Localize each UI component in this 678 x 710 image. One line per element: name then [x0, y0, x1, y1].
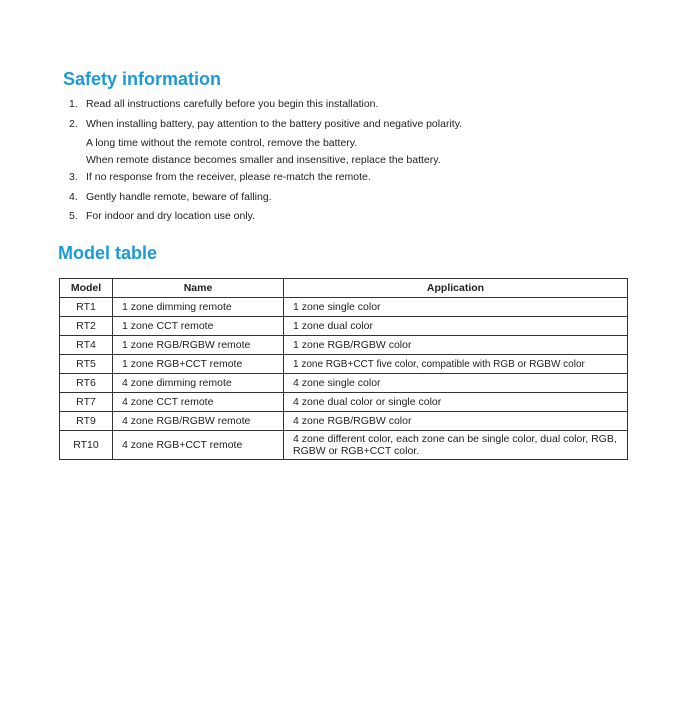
table-row — [60, 317, 628, 336]
list-item-number: 3. — [69, 171, 78, 183]
cell-name: 1 zone RGB+CCT remote — [113, 355, 284, 374]
column-header-name: Name — [113, 279, 284, 298]
cell-model: RT5 — [60, 355, 113, 374]
table-row — [60, 374, 628, 393]
column-header-model: Model — [60, 279, 113, 298]
cell-model: RT4 — [60, 336, 113, 355]
cell-model: RT2 — [60, 317, 113, 336]
cell-model: RT9 — [60, 412, 113, 431]
cell-model: RT6 — [60, 374, 113, 393]
cell-application: 1 zone RGB+CCT five color, compatible with RGB or RGBW color — [284, 355, 628, 374]
table-header-row — [60, 279, 628, 298]
table-row — [60, 412, 628, 431]
cell-name: 4 zone dimming remote — [113, 374, 284, 393]
cell-application: 1 zone single color — [284, 298, 628, 317]
cell-name: 4 zone CCT remote — [113, 393, 284, 412]
list-item-text: When installing battery, pay attention to the battery positive and negative polarity. — [86, 118, 463, 130]
list-item-text: When remote distance becomes smaller and insensitive, replace the battery. — [86, 154, 441, 166]
column-header-application: Application — [284, 279, 628, 298]
cell-name: 4 zone RGB+CCT remote — [113, 431, 284, 460]
cell-model: RT7 — [60, 393, 113, 412]
cell-name: 1 zone CCT remote — [113, 317, 284, 336]
cell-name: 1 zone dimming remote — [113, 298, 284, 317]
cell-application: 4 zone single color — [284, 374, 628, 393]
cell-application: 1 zone dual color — [284, 317, 628, 336]
list-item-number: 5. — [69, 210, 78, 222]
list-item-text: A long time without the remote control, remove the battery. — [86, 137, 358, 149]
list-item-text: Gently handle remote, beware of falling. — [86, 191, 272, 203]
model-table-heading: Model table — [58, 243, 158, 263]
table-row — [60, 298, 628, 317]
list-item-number: 4. — [69, 191, 78, 203]
table-row — [60, 355, 628, 374]
table-row — [60, 393, 628, 412]
safety-list — [0, 0, 678, 240]
cell-application: 4 zone RGB/RGBW color — [284, 412, 628, 431]
cell-model: RT10 — [60, 431, 113, 460]
list-item-text: For indoor and dry location use only. — [86, 210, 256, 222]
table-row — [60, 336, 628, 355]
cell-name: 1 zone RGB/RGBW remote — [113, 336, 284, 355]
cell-application: 4 zone dual color or single color — [284, 393, 628, 412]
cell-name: 4 zone RGB/RGBW remote — [113, 412, 284, 431]
list-item-number: 1. — [69, 98, 78, 110]
safety-heading: Safety information — [63, 69, 222, 89]
table-row — [60, 431, 628, 460]
cell-application: 4 zone different color, each zone can be single color, dual color, RGB, RGBW or RGB+CCT color. — [284, 431, 628, 460]
list-item-number: 2. — [69, 118, 78, 130]
list-item-text: If no response from the receiver, please re-match the remote. — [86, 171, 371, 183]
model-table — [59, 278, 628, 460]
list-item-text: Read all instructions carefully before you begin this installation. — [86, 98, 379, 110]
cell-application: 1 zone RGB/RGBW color — [284, 336, 628, 355]
cell-model: RT1 — [60, 298, 113, 317]
